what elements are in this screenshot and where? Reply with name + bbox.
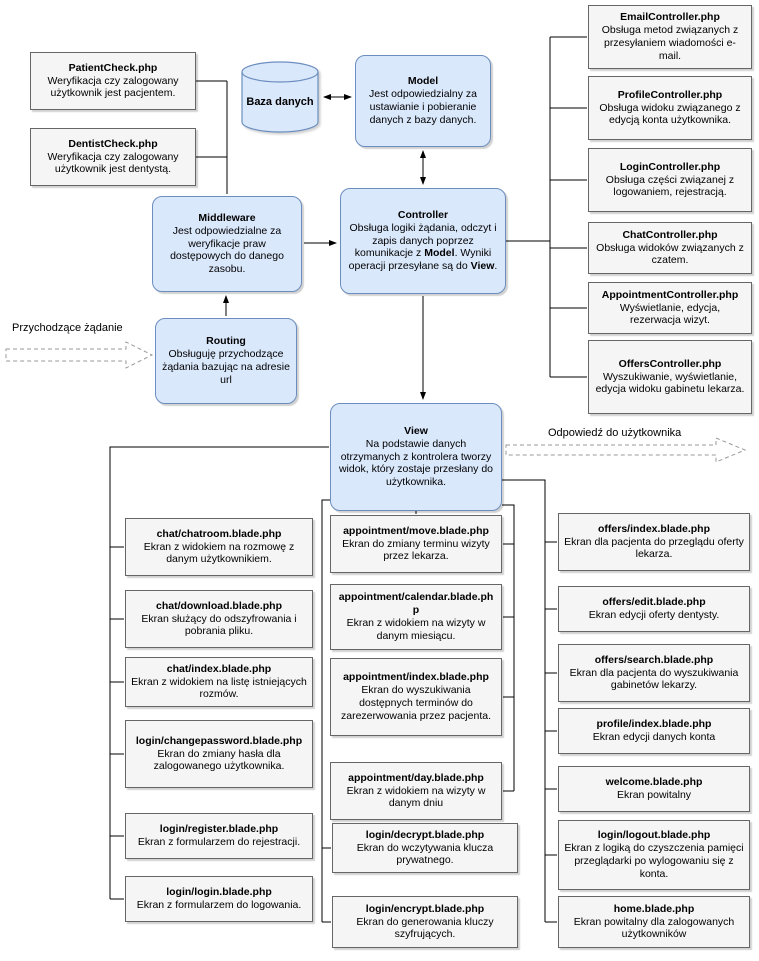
view-file-desc: Ekran do zmiany terminu wizyty przez lekarza. — [342, 537, 490, 563]
view-file-box — [332, 896, 518, 948]
controller-file-desc: Wyszukiwanie, wyświetlanie, edycja widoku gabinetu lekarza. — [595, 370, 745, 396]
view-file-title: appointment/day.blade.php — [348, 771, 484, 784]
controller-file-title: ChatController.php — [622, 228, 718, 241]
view-file-desc: Ekran z widokiem na wizyty w danym dniu — [346, 784, 486, 810]
model-desc: Jest odpowiedzialny za ustawianie i pobieranie danych z bazy danych. — [369, 88, 477, 126]
middleware-title: Middleware — [198, 212, 256, 224]
view-file-desc: Ekran powitalny — [616, 789, 692, 801]
view-file-box — [125, 590, 313, 648]
view-file-title: chat/download.blade.php — [156, 599, 282, 612]
view-file-title: welcome.blade.php — [605, 776, 703, 789]
view-file-box — [330, 762, 502, 820]
controller-file-box — [588, 76, 752, 140]
view-file-box — [558, 820, 750, 890]
view-file-title: home.blade.php — [613, 902, 695, 915]
patientcheck-title: PatientCheck.php — [68, 61, 158, 74]
routing-title: Routing — [206, 335, 246, 348]
view-file-box — [125, 657, 313, 707]
controller-file-desc: Obsługa widoków związanych z czatem. — [596, 241, 744, 267]
view-file-title: offers/search.blade.php — [594, 653, 714, 666]
incoming-request-label: Przychodzące żądanie — [12, 322, 123, 334]
view-file-title: chat/index.blade.php — [166, 662, 272, 675]
routing-desc: Obsługuję przychodzące żądania bazując na adresie url — [162, 348, 290, 386]
view-file-box — [558, 513, 750, 571]
view-file-desc: Ekran służący do odszyfrowania i pobrania pliku. — [141, 612, 297, 638]
view-file-title: login/register.blade.php — [159, 823, 279, 836]
controller-file-title: ProfileController.php — [617, 88, 723, 101]
controller-desc-part: . Wyniki operacji przesyłane są do — [348, 247, 492, 273]
controller-file-title: AppointmentController.php — [601, 288, 739, 301]
view-file-box — [558, 708, 750, 754]
dentistcheck-box — [30, 128, 196, 186]
database-label: Baza danych — [246, 96, 314, 108]
view-file-desc: Ekran z widokiem na wizyty w danym miesiącu. — [346, 617, 486, 642]
view-file-title: appointment/calendar.blade.php — [338, 591, 494, 617]
view-file-desc: Ekran edycji oferty dentysty. — [588, 609, 720, 621]
dentistcheck-desc: Weryfikacja czy zalogowany użytkownik jest dentystą. — [47, 150, 179, 176]
response-label: Odpowiedź do użytkownika — [548, 427, 682, 439]
controller-file-desc: Obsługa metod związanych z przesyłaniem wiadomości e-mail. — [601, 24, 739, 62]
dentistcheck-title: DentistCheck.php — [68, 137, 158, 150]
controller-desc-part: Obsługa logiki żądania, odczyt i zapis danych poprzez komunikacje z — [349, 221, 497, 260]
view-file-desc: Ekran do zmiany hasła dla zalogowanego użytkownika. — [153, 747, 285, 773]
view-file-title: appointment/index.blade.php — [343, 671, 489, 684]
controller-file-desc: Obsługa widoku związanego z edycją konta użytkownika. — [599, 101, 741, 127]
controller-file-box — [588, 340, 752, 414]
view-file-title: chat/chatroom.blade.php — [156, 527, 282, 540]
view-file-title: login/encrypt.blade.php — [365, 902, 485, 915]
middleware-box — [152, 196, 302, 292]
patientcheck-box — [30, 52, 196, 110]
view-file-desc: Ekran do wyszukiwania dostępnych terminów do zarezerwowania przez pacjenta. — [341, 684, 491, 722]
view-file-desc: Ekran z widokiem na rozmowę z danym użytkownikiem. — [143, 540, 295, 566]
view-file-title: offers/edit.blade.php — [602, 596, 706, 609]
controller-desc — [346, 222, 500, 273]
controller-file-title: OffersController.php — [618, 357, 722, 370]
middleware-desc: Jest odpowiedzialne za weryfikacje praw dostępowych do danego zasobu. — [170, 224, 284, 276]
controller-file-box — [588, 148, 752, 212]
view-file-box — [332, 823, 518, 873]
view-file-box — [330, 658, 502, 736]
controller-file-desc: Obsługa części związanej z logowaniem, rejestracją. — [605, 173, 735, 199]
view-file-desc: Ekran dla pacjenta do wyszukiwania gabinetów lekarzy. — [569, 666, 739, 692]
view-file-title: offers/index.blade.php — [597, 522, 710, 535]
view-file-box — [330, 584, 502, 650]
controller-file-box — [588, 5, 752, 69]
view-file-desc: Ekran z formularzem do rejestracji. — [137, 836, 301, 848]
view-file-box — [558, 586, 750, 632]
controller-file-box — [588, 222, 752, 274]
view-file-desc: Ekran edycji danych konta — [592, 731, 716, 743]
controller-file-title: EmailController.php — [620, 11, 720, 24]
model-title: Model — [407, 75, 439, 88]
view-file-title: profile/index.blade.php — [596, 718, 712, 731]
incoming-request-arrow — [6, 342, 152, 368]
view-file-box — [558, 896, 750, 948]
view-title: View — [404, 425, 428, 437]
controller-title: Controller — [397, 209, 449, 221]
view-file-box — [558, 644, 750, 702]
view-file-title: login/login.blade.php — [166, 886, 272, 899]
patientcheck-desc: Weryfikacja czy zalogowany użytkownik jest pacjentem. — [47, 74, 179, 100]
view-file-box — [558, 766, 750, 812]
controller-file-desc: Wyświetlanie, edycja, rezerwacja wizyt. — [619, 301, 721, 327]
view-file-box — [125, 518, 313, 576]
view-file-box — [125, 720, 313, 788]
model-box — [355, 55, 491, 147]
view-file-desc: Ekran z logiką do czyszczenia pamięci przeglądarki po wylogowaniu się z konta. — [564, 842, 744, 880]
view-file-box — [330, 515, 502, 573]
controller-box — [340, 188, 506, 294]
controller-file-box — [588, 282, 752, 334]
view-file-desc: Ekran z widokiem na listę istniejących rozmów. — [131, 675, 307, 701]
controller-desc-part: . — [494, 260, 498, 273]
view-desc: Na podstawie danych otrzymanych z kontrolera tworzy widok, który zostaje przesłany do użytkownika. — [338, 437, 494, 489]
view-file-title: appointment/move.blade.php — [343, 524, 489, 537]
response-arrow — [506, 438, 745, 462]
view-file-title: login/logout.blade.php — [597, 829, 711, 842]
view-file-box — [125, 813, 313, 859]
view-file-desc: Ekran dla pacjenta do przeglądu oferty lekarza. — [564, 535, 744, 561]
view-file-box — [125, 876, 313, 922]
database-cylinder — [240, 60, 320, 134]
controller-desc-bold: Model — [424, 247, 455, 260]
view-file-desc: Ekran powitalny dla zalogowanych użytkowników — [573, 915, 735, 941]
view-file-title: login/decrypt.blade.php — [365, 828, 485, 841]
controller-file-title: LoginController.php — [619, 160, 721, 173]
view-file-desc: Ekran do wczytywania klucza prywatnego. — [356, 841, 494, 867]
controller-desc-bold: View — [470, 260, 495, 273]
routing-box — [155, 318, 297, 404]
view-file-desc: Ekran do generowania kluczy szyfrujących. — [356, 915, 494, 941]
view-file-title: login/changepassword.blade.php — [135, 734, 303, 747]
view-box — [330, 403, 502, 511]
view-file-desc: Ekran z formularzem do logowania. — [136, 899, 302, 911]
